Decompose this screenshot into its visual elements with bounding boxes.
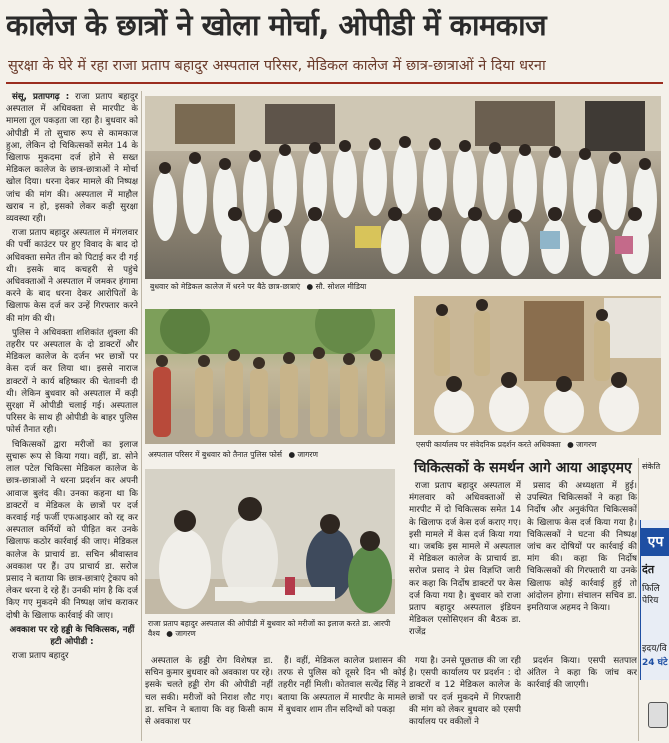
article-column-1: [6, 91, 138, 741]
opd-illustration: [145, 469, 395, 614]
paragraph: गया है। उनसे पूछताछ की जा रही है। एसपी कार्यालय पर प्रदर्शन : दो डाक्टरों व 12 मेडिकल कालेज के छात्रों पर दर्ज मुकदमे में गिरफ्तारी की मांग को लेकर बुधवार को एसपी कार्यालय पर वकीलों ने: [409, 656, 521, 728]
lawyers-protest-photo: [414, 296, 661, 435]
article-column-4-bottom: [409, 655, 521, 741]
main-photo-caption: बुधवार को मेडिकल कालेज में धरने पर बैठे छात्र-छात्राएं ● सौ. सोशल मीडिया: [150, 282, 367, 291]
dateline: संसू, प्रतापगढ़ :: [12, 92, 70, 102]
paragraph: अस्पताल के हड्डी रोग विशेषज्ञ डा. सचिन कुमार बुधवार को अवकाश पर रहे। इसके चलते हड्डी रोग की ओपीडी नहीं चल सकी। मरीजों को निराश लौट गए। डा. सचिन ने बताया कि वह किसी काम से अवकाश पर: [145, 656, 273, 728]
article-column-5: [527, 480, 637, 650]
article-column-5-bottom: [527, 655, 637, 741]
article-column-4: [409, 480, 521, 650]
police-photo: [145, 309, 395, 444]
subheadline: सुरक्षा के घेरे में रहा राजा प्रताप बहादुर अस्पताल परिसर, मेडिकल कालेज में छात्र-छात्राओं ने दिया धरना: [8, 58, 546, 74]
police-photo-caption: अस्पताल परिसर में बुधवार को तैनात पुलिस फोर्स ● जागरण: [148, 450, 318, 459]
headline: कालेज के छात्रों ने खोला मोर्चा, ओपीडी में कामकाज: [6, 8, 547, 42]
ad-line: पेरिय: [642, 596, 659, 606]
side-advertisement: [640, 520, 669, 680]
headline-rule: [6, 82, 663, 84]
article-column-3-bottom: [278, 655, 406, 741]
ad-line: 24 घंटे: [642, 658, 668, 668]
paragraph: राजा प्रताप बहादुर अस्पताल में मंगलवार की पर्ची काउंटर पर हुए विवाद के बाद दो अधिवक्ता समेत तीन को पिटाई कर दी गई थी। इसके बाद कचहरी से पहुंचे अधिवक्ताओं ने अस्पताल में जमकर हंगामा करने के बाद धरना देकर आरोपितों के खिलाफ केस दर्ज कर उन्हें गिरफ्तार करने की मांग की थी।: [6, 228, 138, 324]
column-divider: [638, 458, 639, 741]
crowd-illustration: [145, 96, 661, 279]
paragraph: प्रसाद की अध्यक्षता में हुई। उपस्थित चिकित्सकों ने कहा कि निर्दोष और अनुकंपित चिकित्सकों के खिलाफ केस दर्ज किया गया है। चिकित्सकों ने घटना की निष्पक्ष जांच कर दोषियों पर कार्रवाई की मांग की। कहा कि निर्दोष चिकित्सकों की गिरफ्तारी या उनके खिलाफ कोई कार्रवाई हुई तो आंदोलन होगा। संचालन सचिव डा. इमतियाज अहमद ने किया।: [527, 481, 637, 614]
column-subhead: अवकाश पर रहे हड्डी के चिकित्सक, नहीं हटी ओपीडी :: [9, 624, 135, 647]
paragraph: राजा प्रताप बहादुर अस्पताल में मंगलवार को अधिवक्ताओं से मारपीट में दो चिकित्सक समेत 14 के खिलाफ दर्ज केस दर्ज कराए गए। इसी मामले में केस दर्ज किया गया था। जबकि इस मामले में अस्पताल में मेडिकल कालेज के प्राचार्य डा. सरोज प्रसाद ने प्रेस विज्ञप्ति जारी कर कहा कि निर्दोष डाक्टरों पर केस दर्ज किया गया है। बुधवार को राजा प्रताप बहादुर अस्पताल इंडियन मेडिकल एसोसिएशन की बैठक डा. राजेंद्र: [409, 481, 521, 638]
lawyers-photo-caption: एसपी कार्यालय पर संवेदनिक प्रदर्शन करते अधिवक्ता ● जागरण: [416, 440, 597, 449]
emblem-icon: [648, 702, 668, 728]
ad-heading: एप: [641, 528, 669, 556]
main-photo-students-protest: [145, 96, 661, 279]
column-divider: [141, 91, 142, 741]
opd-photo-caption: राजा प्रताप बहादुर अस्पताल की ओपीडी में बुधवार को मरीजों का इलाज करते डा. आरपी वैश्य ● जागरण: [148, 619, 391, 638]
paragraph: राजा प्रताप बहादुर: [12, 651, 69, 662]
ima-support-subhead: चिकित्सकों के समर्थन आगे आया आइएमए: [414, 460, 632, 476]
meeting-illustration: [414, 296, 661, 435]
paragraph: प्रदर्शन किया। एसपी सतपाल अंतिल ने कहा कि जांच कर कार्रवाई की जाएगी।: [527, 656, 637, 691]
police-illustration: [145, 309, 395, 444]
side-credit: संकेति: [642, 462, 661, 471]
opd-photo: [145, 469, 395, 614]
paragraph: चिकित्सकों द्वारा मरीजों का इलाज सुचारू रूप से किया गया। वहीं, डा. सोने लाल पटेल चिकित्सा मेडिकल कालेज के छात्र-छात्राओं ने धरना प्रदर्शन कर अपनी आवाज बुलंद की। उनका कहना था कि डाक्टरों व मेडिकल के छात्रों पर दर्ज करवाई गई फर्जी एफआइआर को रद्द कर अस्पताल कर्मियों को पीड़ित कर उनके खिलाफ कठोर कार्रवाई की जाए। मेडिकल कालेज के प्राचार्य डा. सचिन श्रीवास्तव अवकाश पर हैं। उप प्राचार्य डा. सरोज प्रसाद ने बताया कि छात्र-छात्राएं ट्रेकाप को लेकर धरना दे रहे हैं। उनकी मांग है कि दर्ज किए गए मुकदमे की निष्पक्ष जांच कराकर दोषी के खिलाफ कार्रवाई की जाए।: [6, 439, 138, 621]
ad-line: फिलि: [642, 584, 660, 594]
paragraph: हैं। वहीं, मेडिकल कालेज प्रशासन की तरफ से पुलिस को दूसरे दिन भी कोई तहरीर नहीं मिली। कोतवाल सत्येंद्र सिंह ने बताया कि अस्पताल में मारपीट के मामले में बुधवार शाम तीन सदिग्धों को पकड़ा: [278, 656, 406, 715]
paragraph: संसू, प्रतापगढ़ : राजा प्रताप बहादुर अस्पताल में अधिवक्ता से मारपीट के मामला तूल पकड़ता जा रहा है। बुधवार को ओपीडी में तो सुचारु रूप से कामकाज हुआ, लेकिन दो चिकित्सकों समेत 14 के खिलाफ मुकदमा दर्ज होने से सख्त मेडिकल कालेज के छात्र-छात्राओं ने मोर्चा खोल दिया। धरना देकर मामले की निष्पक्ष जांच की मांग की। अस्पताल में माहौल खराब न हो, इसको लेकर कड़ी सुरक्षा व्यवस्था रही।: [6, 92, 138, 225]
paragraph: पुलिस ने अधिवक्ता शशिकांत शुक्ला की तहरीर पर अस्पताल के दो डाक्टरों और मेडिकल कालेज के दर्जन भर छात्रों पर केस दर्ज कर लिया था। इससे नाराज डाक्टरों ने कार्य बहिष्कार की चेतावनी दी थी। लेकिन बुधवार को अस्पताल में कड़ी सुरक्षा में ओपीडी चलाई गई। अस्पताल परिसर के साथ ही ओपीडी के बाहर पुलिस फोर्स तैनात रही।: [6, 327, 138, 436]
article-column-2-bottom: [145, 655, 273, 741]
ad-line: इदय/वि: [642, 644, 667, 654]
ad-line: दंत: [642, 563, 655, 576]
